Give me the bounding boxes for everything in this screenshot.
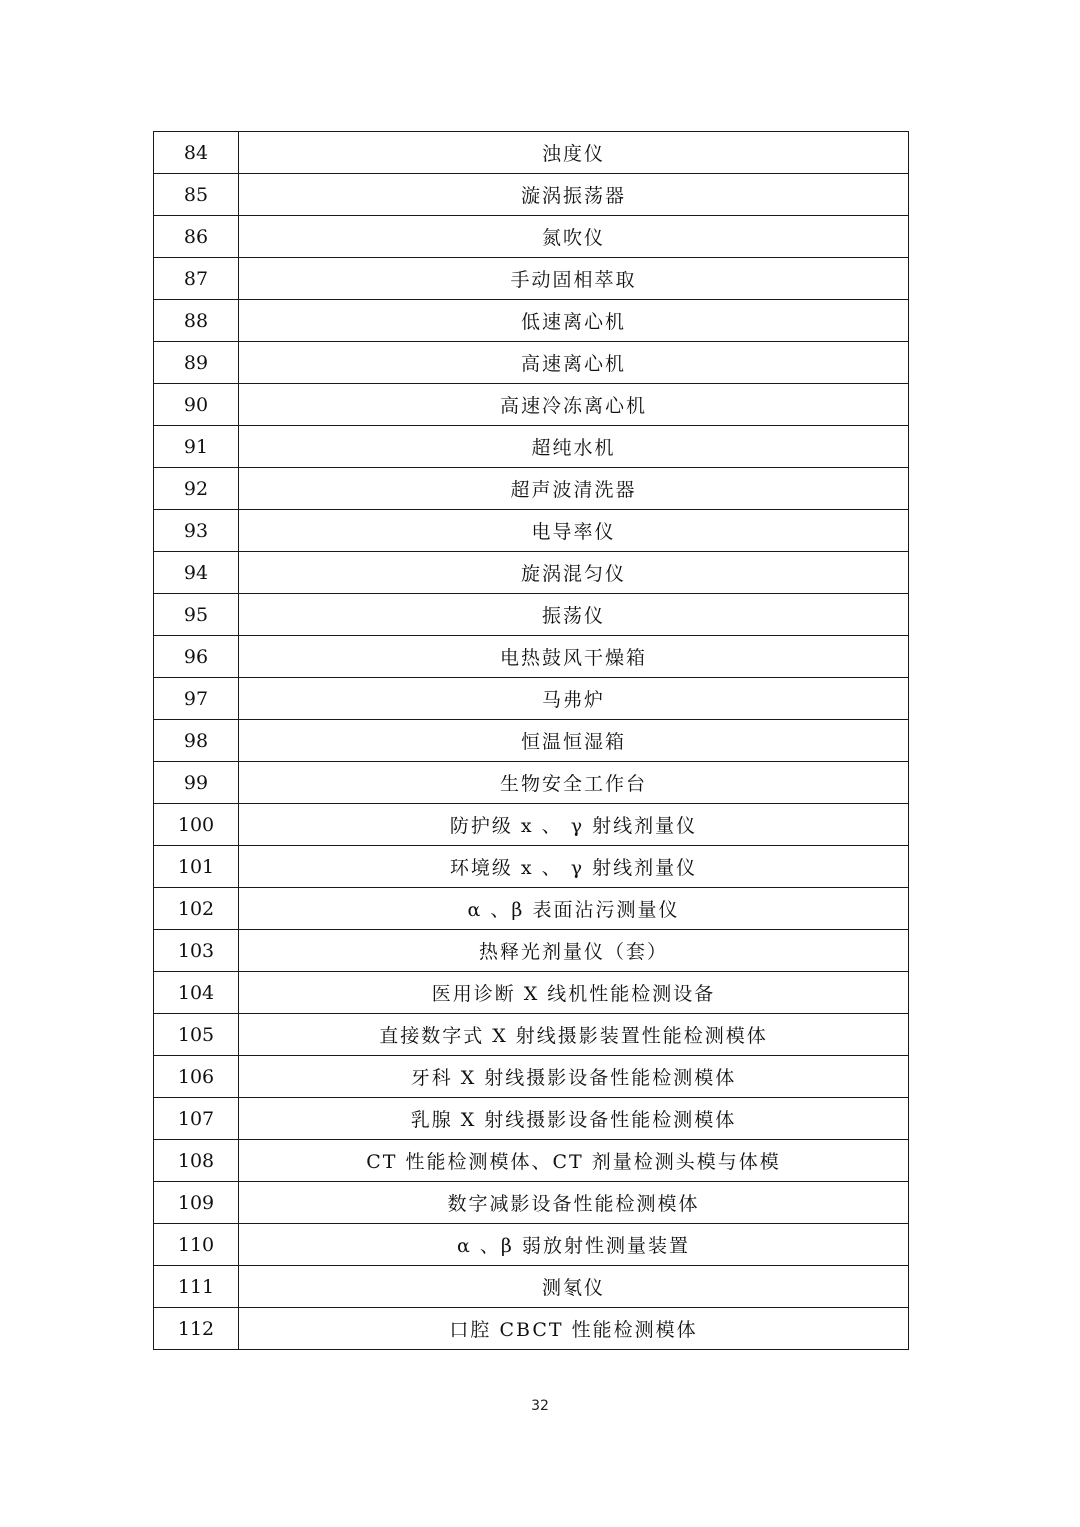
equipment-name-cell: CT 性能检测模体、CT 剂量检测头模与体模 bbox=[239, 1140, 909, 1182]
equipment-name-cell: 牙科 X 射线摄影设备性能检测模体 bbox=[239, 1056, 909, 1098]
equipment-name-cell: 环境级 x 、 γ 射线剂量仪 bbox=[239, 846, 909, 888]
row-number-cell: 97 bbox=[154, 678, 239, 720]
table-row bbox=[154, 384, 909, 426]
row-number-cell: 109 bbox=[154, 1182, 239, 1224]
table-row bbox=[154, 804, 909, 846]
row-number-cell: 102 bbox=[154, 888, 239, 930]
row-number-cell: 86 bbox=[154, 216, 239, 258]
equipment-name-cell: 热释光剂量仪（套） bbox=[239, 930, 909, 972]
table-row bbox=[154, 300, 909, 342]
equipment-name-cell: 测氡仪 bbox=[239, 1266, 909, 1308]
row-number-cell: 107 bbox=[154, 1098, 239, 1140]
equipment-name-cell: 超纯水机 bbox=[239, 426, 909, 468]
row-number-cell: 98 bbox=[154, 720, 239, 762]
table-row bbox=[154, 174, 909, 216]
equipment-name-cell: 手动固相萃取 bbox=[239, 258, 909, 300]
table-row bbox=[154, 426, 909, 468]
row-number-cell: 106 bbox=[154, 1056, 239, 1098]
equipment-name-cell: 生物安全工作台 bbox=[239, 762, 909, 804]
table-row bbox=[154, 720, 909, 762]
table-row bbox=[154, 132, 909, 174]
table-body bbox=[154, 132, 909, 1350]
table-row bbox=[154, 1266, 909, 1308]
row-number-cell: 111 bbox=[154, 1266, 239, 1308]
table-row bbox=[154, 1056, 909, 1098]
equipment-name-cell: 超声波清洗器 bbox=[239, 468, 909, 510]
table-row bbox=[154, 1224, 909, 1266]
row-number-cell: 84 bbox=[154, 132, 239, 174]
table-row bbox=[154, 552, 909, 594]
table-row bbox=[154, 1098, 909, 1140]
row-number-cell: 110 bbox=[154, 1224, 239, 1266]
row-number-cell: 89 bbox=[154, 342, 239, 384]
table-row bbox=[154, 342, 909, 384]
row-number-cell: 104 bbox=[154, 972, 239, 1014]
equipment-name-cell: 振荡仪 bbox=[239, 594, 909, 636]
equipment-name-cell: 防护级 x 、 γ 射线剂量仪 bbox=[239, 804, 909, 846]
table-row bbox=[154, 510, 909, 552]
table-row bbox=[154, 258, 909, 300]
equipment-name-cell: 浊度仪 bbox=[239, 132, 909, 174]
equipment-name-cell: α 、β 弱放射性测量装置 bbox=[239, 1224, 909, 1266]
table-row bbox=[154, 762, 909, 804]
table-row bbox=[154, 930, 909, 972]
equipment-name-cell: 电导率仪 bbox=[239, 510, 909, 552]
table-row bbox=[154, 594, 909, 636]
equipment-name-cell: 漩涡振荡器 bbox=[239, 174, 909, 216]
row-number-cell: 108 bbox=[154, 1140, 239, 1182]
row-number-cell: 87 bbox=[154, 258, 239, 300]
table-row bbox=[154, 636, 909, 678]
row-number-cell: 94 bbox=[154, 552, 239, 594]
equipment-name-cell: 马弗炉 bbox=[239, 678, 909, 720]
row-number-cell: 99 bbox=[154, 762, 239, 804]
row-number-cell: 105 bbox=[154, 1014, 239, 1056]
equipment-name-cell: 高速冷冻离心机 bbox=[239, 384, 909, 426]
equipment-name-cell: 恒温恒湿箱 bbox=[239, 720, 909, 762]
row-number-cell: 93 bbox=[154, 510, 239, 552]
table-row bbox=[154, 1014, 909, 1056]
table-row bbox=[154, 1182, 909, 1224]
row-number-cell: 103 bbox=[154, 930, 239, 972]
row-number-cell: 112 bbox=[154, 1308, 239, 1350]
equipment-name-cell: 低速离心机 bbox=[239, 300, 909, 342]
table-row bbox=[154, 468, 909, 510]
equipment-name-cell: 旋涡混匀仪 bbox=[239, 552, 909, 594]
equipment-table bbox=[153, 131, 909, 1350]
equipment-name-cell: 口腔 CBCT 性能检测模体 bbox=[239, 1308, 909, 1350]
table-row bbox=[154, 678, 909, 720]
table-row bbox=[154, 846, 909, 888]
table-row bbox=[154, 972, 909, 1014]
row-number-cell: 90 bbox=[154, 384, 239, 426]
table-row bbox=[154, 1140, 909, 1182]
equipment-name-cell: 乳腺 X 射线摄影设备性能检测模体 bbox=[239, 1098, 909, 1140]
row-number-cell: 95 bbox=[154, 594, 239, 636]
equipment-name-cell: 氮吹仪 bbox=[239, 216, 909, 258]
row-number-cell: 85 bbox=[154, 174, 239, 216]
row-number-cell: 101 bbox=[154, 846, 239, 888]
row-number-cell: 96 bbox=[154, 636, 239, 678]
row-number-cell: 91 bbox=[154, 426, 239, 468]
table-row bbox=[154, 1308, 909, 1350]
table-row bbox=[154, 216, 909, 258]
row-number-cell: 88 bbox=[154, 300, 239, 342]
row-number-cell: 92 bbox=[154, 468, 239, 510]
page-number: 32 bbox=[531, 1398, 549, 1414]
equipment-name-cell: 数字减影设备性能检测模体 bbox=[239, 1182, 909, 1224]
equipment-name-cell: 直接数字式 X 射线摄影装置性能检测模体 bbox=[239, 1014, 909, 1056]
equipment-name-cell: 电热鼓风干燥箱 bbox=[239, 636, 909, 678]
equipment-name-cell: 医用诊断 X 线机性能检测设备 bbox=[239, 972, 909, 1014]
table-row bbox=[154, 888, 909, 930]
row-number-cell: 100 bbox=[154, 804, 239, 846]
equipment-name-cell: α 、β 表面沾污测量仪 bbox=[239, 888, 909, 930]
equipment-name-cell: 高速离心机 bbox=[239, 342, 909, 384]
